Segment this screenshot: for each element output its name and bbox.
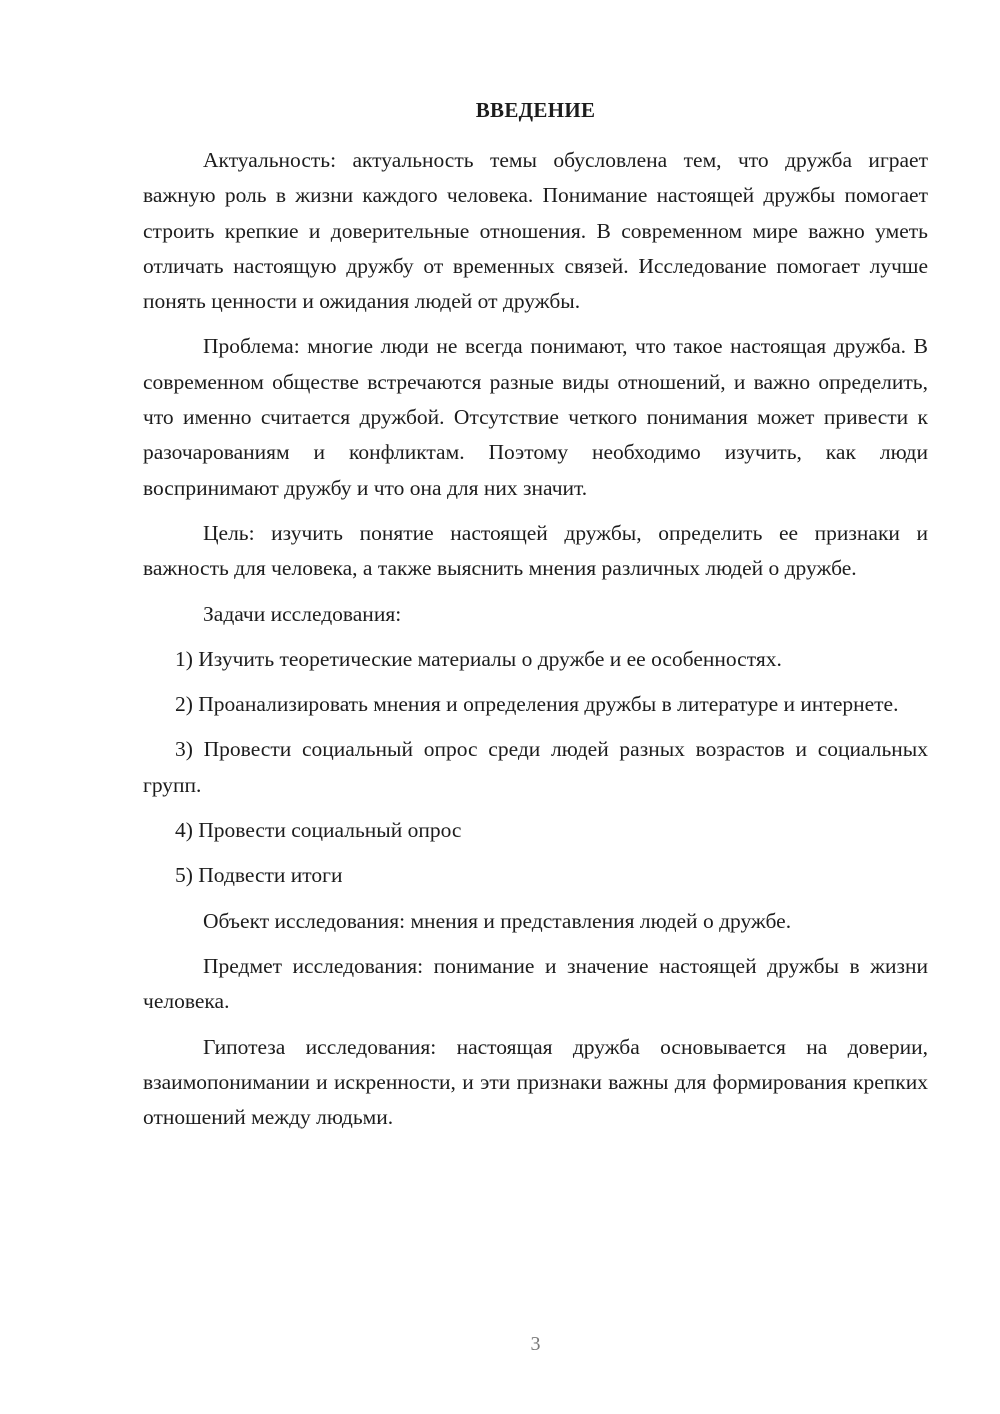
document-body [143,143,928,1135]
tasks-heading: Задачи исследования: [203,601,402,626]
hypothesis-paragraph: Гипотеза исследования: настоящая дружба основывается на доверии, взаимопонимании и искренности, и эти признаки важны для формирования крепких отношений между людьми. [143,1034,928,1130]
problem-paragraph: Проблема: многие люди не всегда понимают, что такое настоящая дружба. В современном обществе встречаются разные виды отношений, и важно определить, что именно считается дружбой. Отсутствие четкого понимания может привести к разочарованиям и конфликтам. Поэтому необходимо изучить, как люди воспринимают дружбу и что она для них значит. [143,334,928,500]
task-item: 2) Проанализировать мнения и определения дружбы в литературе и интернете. [175,692,899,717]
task-item: 5) Подвести итоги [175,863,343,888]
page-number: 3 [530,1333,541,1355]
task-item: 3) Провести социальный опрос среди людей разных возрастов и социальных групп. [143,737,928,797]
relevance-paragraph: Актуальность: актуальность темы обусловлена тем, что дружба играет важную роль в жизни каждого человека. Понимание настоящей дружбы помогает строить крепкие и доверительные отношения. В современном мире важно уметь отличать настоящую дружбу от временных связей. Исследование помогает лучше понять ценности и ожидания людей от дружбы. [143,148,928,314]
page-title: ВВЕДЕНИЕ [475,98,596,122]
task-item: 4) Провести социальный опрос [175,818,462,843]
task-item: 1) Изучить теоретические материалы о дружбе и ее особенностях. [175,646,782,671]
object-paragraph: Объект исследования: мнения и представления людей о дружбе. [203,908,792,933]
goal-paragraph: Цель: изучить понятие настоящей дружбы, определить ее признаки и важность для человека, а также выяснить мнения различных людей о дружбе. [143,520,928,581]
subject-paragraph: Предмет исследования: понимание и значение настоящей дружбы в жизни человека. [143,953,928,1014]
